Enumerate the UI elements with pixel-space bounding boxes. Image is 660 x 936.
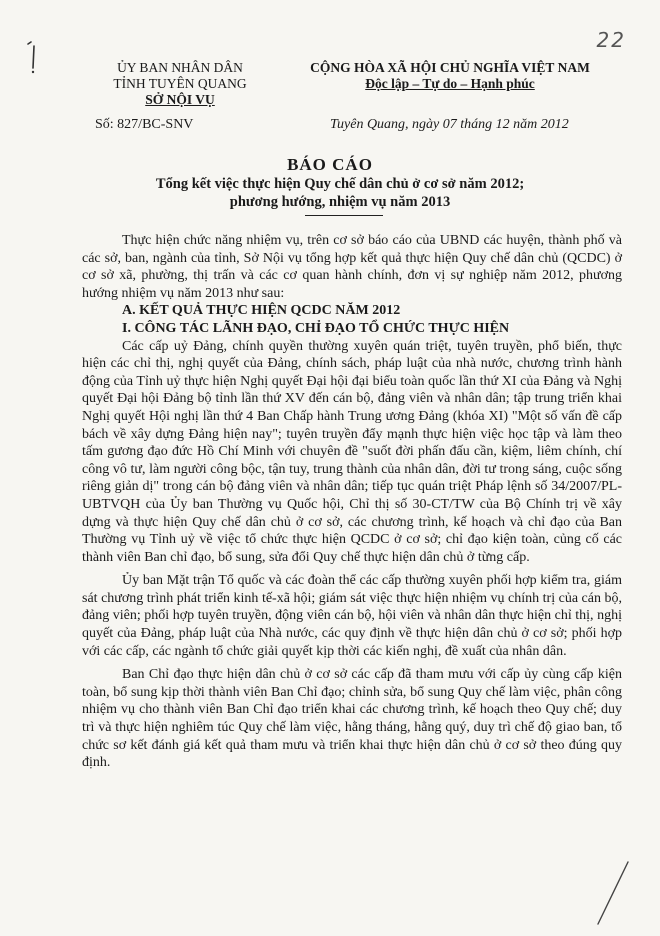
agency-line-1: ỦY BAN NHÂN DÂN <box>117 60 243 75</box>
intro-paragraph: Thực hiện chức năng nhiệm vụ, trên cơ sở báo cáo của UBND các huyện, thành phố và các sở, ban, ngành của tỉnh, Sở Nội vụ tổng hợp kết quả thực hiện Quy chế dân chủ (QCDC) ở cơ sở xã, phường, thị trấn và các cơ quan hành chính, đơn vị sự nghiệp năm 2012, phương hướng nhiệm vụ năm 2013 như sau: <box>82 233 622 301</box>
pen-stroke-icon <box>592 858 632 928</box>
subtitle-line-1: Tổng kết việc thực hiện Quy chế dân chủ ở cơ sở năm 2012; <box>155 176 525 192</box>
document-subtitle <box>80 175 600 211</box>
national-header <box>280 60 620 92</box>
national-motto: Độc lập – Tự do – Hạnh phúc <box>365 76 535 91</box>
agency-line-2: TỈNH TUYÊN QUANG <box>113 76 247 91</box>
section-a-heading: A. KẾT QUẢ THỰC HIỆN QCDC NĂM 2012 <box>122 303 401 319</box>
paragraph-3: Ban Chỉ đạo thực hiện dân chủ ở cơ sở các cấp đã tham mưu với cấp ủy cùng cấp kiện toàn, bổ sung kịp thời thành viên Ban Chỉ đạo; chỉnh sửa, bổ sung Quy chế làm việc, phân công nhiệm vụ cho thành viên Ban Chỉ đạo triển khai các chương trình, kế hoạch theo Quy chế; duy trì và thực hiện nghiêm túc Quy chế làm việc, hằng tháng, hằng quý, duy trì chế độ giao ban, tổ chức sơ kết đánh giá kết quả tham mưu và triển khai thực hiện dân chủ ở cơ sở theo đúng quy định. <box>82 667 622 771</box>
issuing-agency <box>95 60 265 108</box>
section-i-heading: I. CÔNG TÁC LÃNH ĐẠO, CHỈ ĐẠO TỔ CHỨC THỰC HIỆN <box>122 320 510 336</box>
paragraph-2: Ủy ban Mặt trận Tổ quốc và các đoàn thể các cấp thường xuyên phối hợp kiểm tra, giám sát chương trình phát triển kinh tế-xã hội; giám sát việc thực hiện nhiệm vụ chính trị của cán bộ, đảng viên; phối hợp tuyên truyền, động viên cán bộ, hội viên và nhân dân thực hiện chỉ thị, nghị quyết của Đảng, pháp luật của Nhà nước, các quy định về thực hiện dân chủ ở cơ sở; phối hợp với các cấp, các ngành tổ chức giải quyết kịp thời các kiến nghị, đề xuất của nhân dân. <box>82 573 622 659</box>
subtitle-line-2: phương hướng, nhiệm vụ năm 2013 <box>229 194 451 210</box>
country-name: CỘNG HÒA XÃ HỘI CHỦ NGHĨA VIỆT NAM <box>310 60 590 75</box>
handwritten-page-number: 22 <box>596 28 626 52</box>
document-title: BÁO CÁO <box>287 155 373 174</box>
place-date: Tuyên Quang, ngày 07 tháng 12 năm 2012 <box>330 117 569 132</box>
subtitle-divider <box>305 215 383 216</box>
document-body <box>82 232 622 772</box>
agency-line-3: SỞ NỘI VỤ <box>145 92 215 107</box>
paragraph-1: Các cấp uỷ Đảng, chính quyền thường xuyên quán triệt, tuyên truyền, phổ biến, thực hiện các chỉ thị, nghị quyết của Đảng, chính sách, pháp luật của nhà nước, chương trình hành động của Tỉnh uỷ thực hiện Nghị quyết Đại hội đại biểu toàn quốc lần thứ XI của Đảng và Nghị quyết Đại hội Đảng bộ tỉnh lần thứ XV đến cán bộ, đảng viên và nhân dân; tập trung triển khai Nghị quyết Hội nghị lần thứ 4 Ban Chấp hành Trung ương Đảng (khóa XI) "Một số vấn đề cấp bách về xây dựng Đảng hiện nay"; tuyên truyền đẩy mạnh thực hiện việc học tập và làm theo tấm gương đạo đức Hồ Chí Minh với chuyên đề "suốt đời phấn đấu cần, kiệm, liêm chính, chí công vô tư, làm người công bộc, tận tuy, trung thành của nhân dân, đời tư trong sáng, cuộc sống riêng giản dị" trong cán bộ đảng viên và nhân dân; tiếp tục quán triệt Pháp lệnh số 34/2007/PL-UBTVQH của Ủy ban Thường vụ Quốc hội, Chỉ thị số 30-CT/TW của Bộ Chính trị về xây dựng và thực hiện Quy chế dân chủ ở cơ sở, các chương trình, kế hoạch và chỉ đạo của Ban Thường vụ Tỉnh uỷ về việc tổ chức thực hiện QCDC ở cơ sở; chỉ đạo kiện toàn, củng cố các thành viên Ban chỉ đạo, bổ sung, sửa đổi Quy chế thực hiện dân chủ ở từng cấp. <box>82 338 622 565</box>
document-number: Số: 827/BC-SNV <box>95 117 194 132</box>
pen-mark-icon <box>22 38 42 78</box>
